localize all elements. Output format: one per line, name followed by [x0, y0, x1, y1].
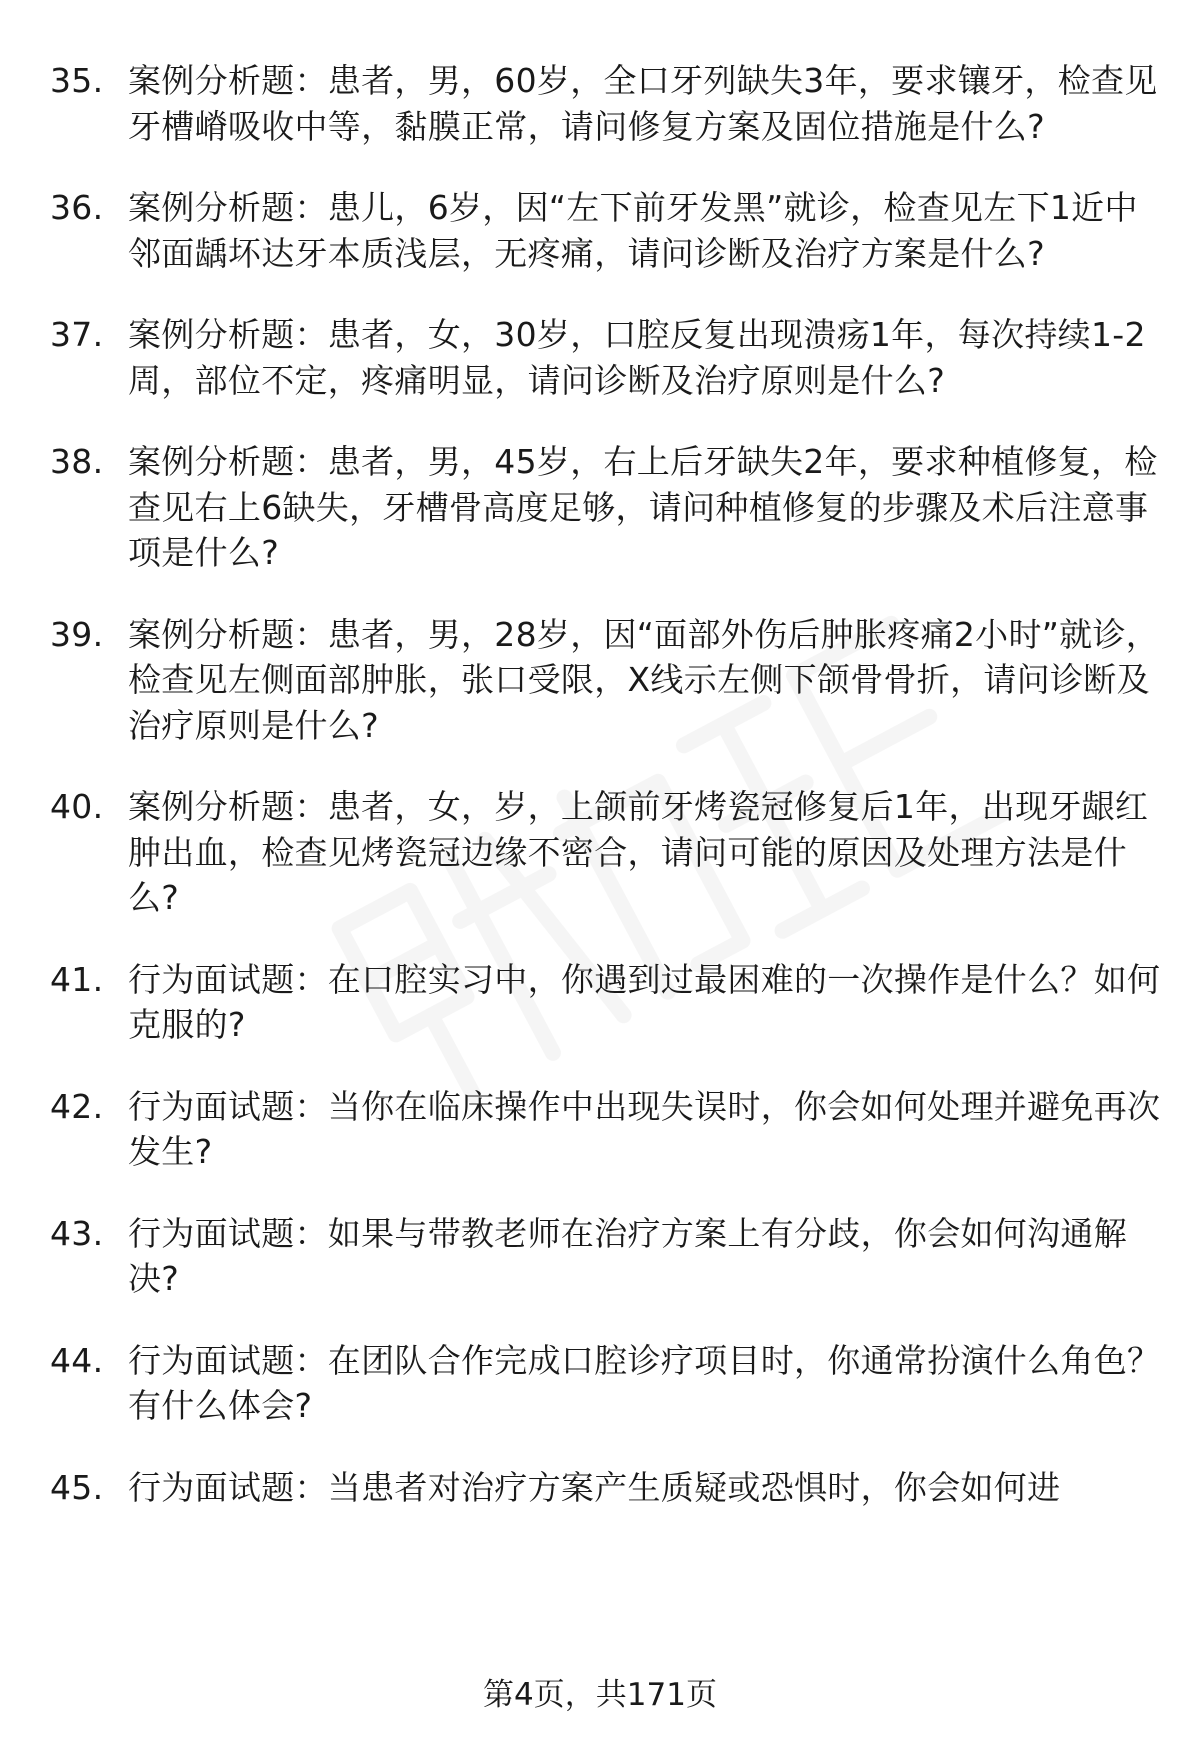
list-item: [0, 58, 1200, 149]
question-text: 案例分析题：患者，女，30岁，口腔反复出现溃疡1年，每次持续1-2周，部位不定，疼痛明显，请问诊断及治疗原则是什么?: [128, 315, 1146, 400]
question-text: 行为面试题：在口腔实习中，你遇到过最困难的一次操作是什么？如何克服的?: [128, 959, 1161, 1044]
list-item: [0, 1084, 1200, 1175]
question-number: 44.: [50, 1340, 104, 1380]
question-number: 41.: [50, 959, 104, 999]
question-text: 行为面试题：当你在临床操作中出现失误时，你会如何处理并避免再次发生?: [128, 1086, 1161, 1171]
question-text: 案例分析题：患者，男，60岁，全口牙列缺失3年，要求镶牙，检查见牙槽嵴吸收中等，黏膜正常，请问修复方案及固位措施是什么?: [128, 61, 1158, 146]
question-text: 案例分析题：患儿，6岁，因“左下前牙发黑”就诊，检查见左下1近中邻面龋坏达牙本质浅层，无疼痛，请问诊断及治疗方案是什么?: [128, 188, 1138, 273]
list-item: [0, 1338, 1200, 1429]
list-item: [0, 612, 1200, 749]
question-number: 37.: [50, 315, 104, 354]
question-text: 行为面试题：在团队合作完成口腔诊疗项目时，你通常扮演什么角色？有什么体会?: [128, 1340, 1161, 1425]
page-footer: [0, 1675, 1200, 1715]
question-number: 45.: [50, 1467, 104, 1507]
list-item: [0, 185, 1200, 276]
question-text: 行为面试题：当患者对治疗方案产生质疑或恐惧时，你会如何进: [128, 1467, 1061, 1507]
question-text: 案例分析题：患者，男，45岁，右上后牙缺失2年，要求种植修复，检查见右上6缺失，牙槽骨高度足够，请问种植修复的步骤及术后注意事项是什么?: [128, 442, 1158, 572]
question-number: 42.: [50, 1086, 104, 1126]
question-number: 43.: [50, 1213, 104, 1253]
question-text: 案例分析题：患者，男，28岁，因“面部外伤后肿胀疼痛2小时”就诊，检查见左侧面部肿胀，张口受限，X线示左侧下颌骨骨折，请问诊断及治疗原则是什么?: [128, 614, 1160, 745]
question-text: 行为面试题：如果与带教老师在治疗方案上有分歧，你会如何沟通解决?: [128, 1213, 1127, 1298]
question-text: 案例分析题：患者，女，岁，上颌前牙烤瓷冠修复后1年，出现牙龈红肿出血，检查见烤瓷冠边缘不密合，请问可能的原因及处理方法是什么?: [128, 787, 1149, 917]
list-item: [0, 784, 1200, 921]
list-item: [0, 1211, 1200, 1302]
list-item: [0, 1465, 1200, 1511]
question-list: [0, 58, 1200, 1546]
question-number: 36.: [50, 188, 104, 227]
question-number: 40.: [50, 787, 104, 826]
page-number-label: 第4页，共171页: [483, 1677, 717, 1713]
list-item: [0, 312, 1200, 403]
question-number: 38.: [50, 442, 104, 481]
list-item: [0, 957, 1200, 1048]
question-number: 39.: [50, 614, 104, 654]
list-item: [0, 439, 1200, 576]
question-number: 35.: [50, 61, 104, 100]
